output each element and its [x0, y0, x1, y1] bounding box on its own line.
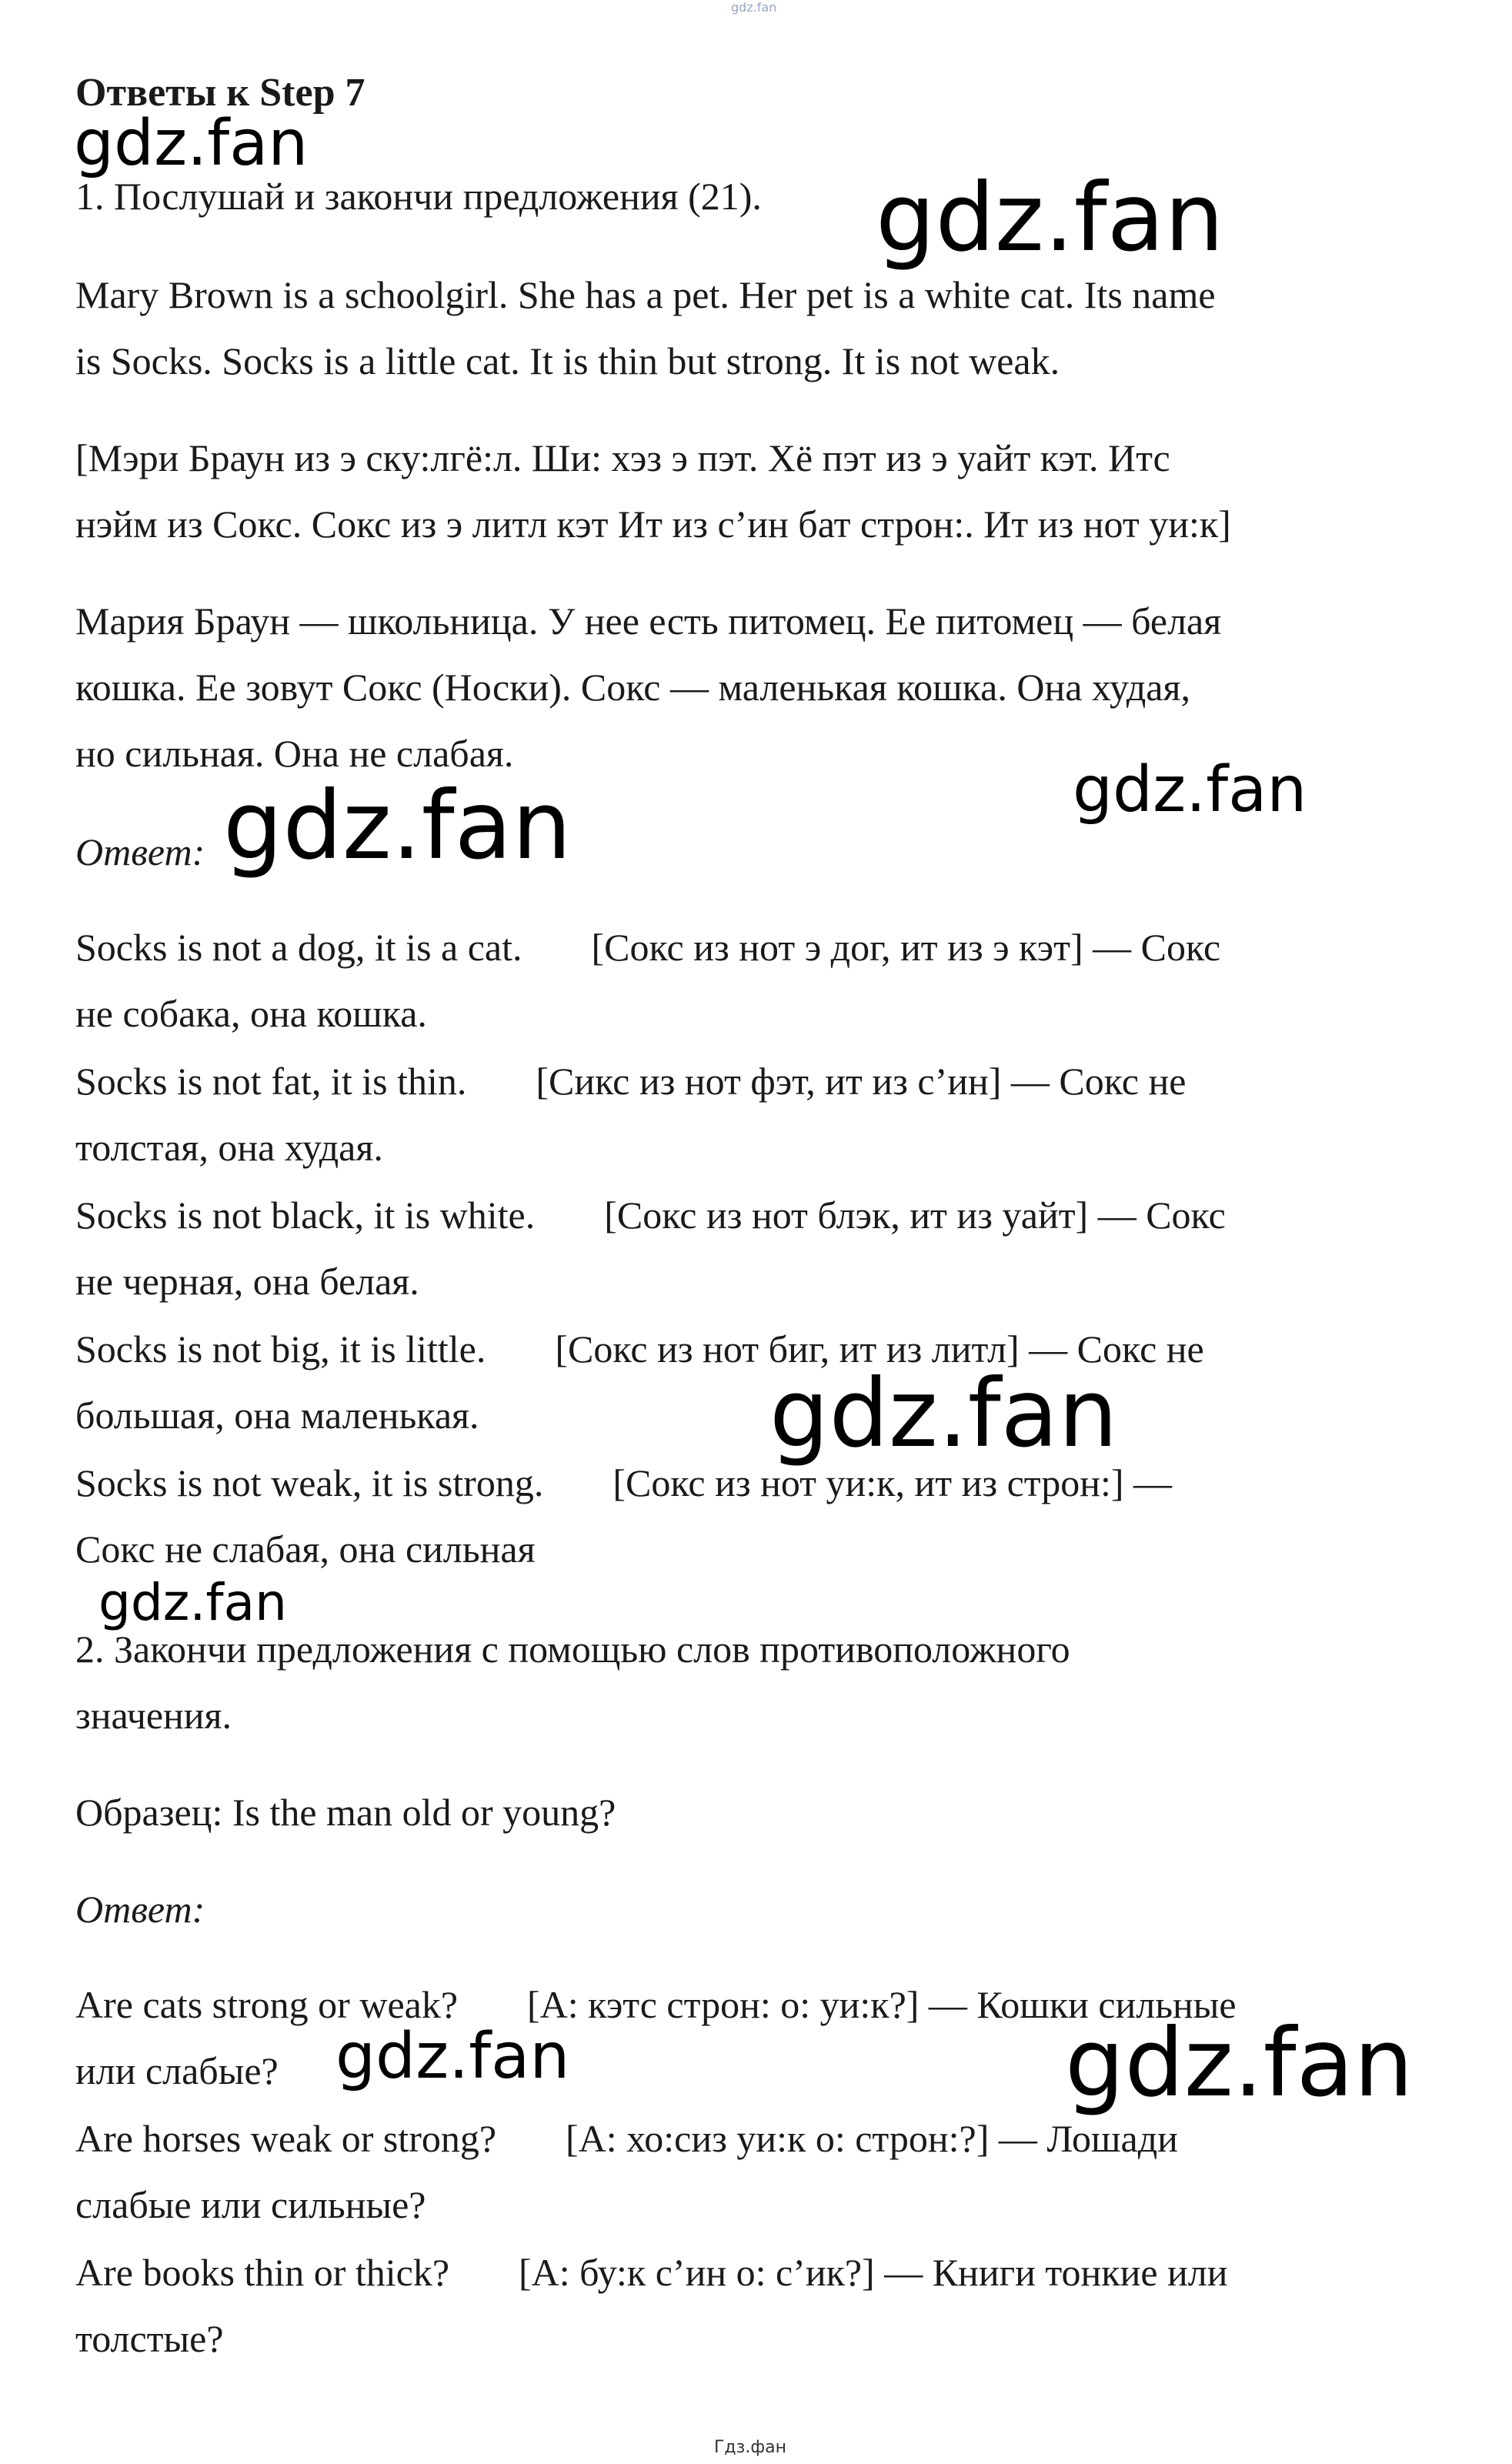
task2-answer-2-line2: слабые или сильные?: [75, 2183, 426, 2226]
task1-answer-3-line1: [75, 1182, 1226, 1248]
task2-answer-3-line1: [75, 2239, 1228, 2305]
answer-transcription: [А: хо:сиз уи:к о: строн:?] — Лошади: [566, 2117, 1178, 2160]
task1-answer-2-line2: толстая, она худая.: [75, 1126, 383, 1169]
task1-answer-label: Ответ:: [75, 830, 205, 873]
task1-answer-1-line1: [75, 914, 1220, 980]
task1-heading: 1. Послушай и закончи предложения (21).: [75, 175, 762, 218]
watermark: gdz.fan: [1065, 2008, 1414, 2118]
task2-heading-line1: 2. Закончи предложения с помощью слов противоположного: [75, 1628, 1070, 1671]
task2-example: Образец: Is the man old or young?: [75, 1791, 616, 1834]
answer-en: Socks is not fat, it is thin.: [75, 1060, 467, 1103]
answer-en: Socks is not a dog, it is a cat.: [75, 926, 522, 969]
watermark: gdz.fan: [98, 1573, 287, 1632]
task1-answer-1-line2: не собака, она кошка.: [75, 992, 427, 1035]
task2-answer-1-line1: [75, 1972, 1237, 2038]
watermark: gdz.fan: [1073, 753, 1307, 826]
answer-en: Socks is not black, it is white.: [75, 1194, 536, 1237]
task1-text-en-line1: Mary Brown is a schoolgirl. She has a pet. Her pet is a white cat. Its name: [75, 273, 1216, 316]
answer-transcription: [Сикс из нот фэт, ит из с’ин] — Сокс не: [536, 1060, 1187, 1103]
answer-en: Are books thin or thick?: [75, 2251, 450, 2294]
task1-answer-5-line2: Сокс не слабая, она сильная: [75, 1527, 536, 1571]
watermark: gdz.fan: [876, 163, 1224, 272]
answer-transcription: [Сокс из нот э дог, ит из э кэт] — Сокс: [591, 926, 1221, 969]
watermark: gdz.fan: [223, 771, 572, 880]
answer-transcription: [Сокс из нот биг, ит из литл] — Сокс не: [555, 1327, 1204, 1371]
task2-answer-2-line1: [75, 2105, 1178, 2172]
watermark: gdz.fan: [335, 2020, 570, 2093]
task1-translation-line3: но сильная. Она не слабая.: [75, 732, 514, 775]
watermark: gdz.fan: [74, 107, 309, 180]
task1-answer-3-line2: не черная, она белая.: [75, 1260, 419, 1303]
task1-text-en-line2: is Socks. Socks is a little cat. It is thin but strong. It is not weak.: [75, 339, 1060, 382]
task1-answer-2-line1: [75, 1048, 1186, 1114]
answer-transcription: [А: кэтс строн: о: уи:к?] — Кошки сильные: [527, 1983, 1237, 2026]
page-title: Ответы к Step 7: [75, 71, 365, 115]
task2-answer-1-line2: или слабые?: [75, 2049, 279, 2092]
task2-answer-label: Ответ:: [75, 1888, 205, 1931]
answer-transcription: [Сокс из нот уи:к, ит из строн:] —: [612, 1461, 1173, 1504]
watermark: gdz.fan: [769, 1359, 1118, 1468]
answer-en: Socks is not weak, it is strong.: [75, 1461, 544, 1504]
header-watermark: gdz.fan: [731, 0, 777, 15]
answer-en: Socks is not big, it is little.: [75, 1327, 486, 1371]
answer-transcription: [А: бу:к с’ин о: с’ик?] — Книги тонкие или: [519, 2251, 1228, 2294]
answer-en: Are cats strong or weak?: [75, 1983, 459, 2026]
task1-transcription-line2: нэйм из Сокс. Сокс из э литл кэт Ит из с’ин бат строн:. Ит из нот уи:к]: [75, 502, 1231, 546]
task2-answer-3-line2: толстые?: [75, 2317, 224, 2360]
page-footer: Гдз.фан: [714, 2438, 786, 2457]
task1-transcription-line1: [Мэри Браун из э ску:лгё:л. Ши: хэз э пэт. Хё пэт из э уайт кэт. Итс: [75, 436, 1170, 479]
task1-translation-line2: кошка. Ее зовут Сокс (Носки). Сокс — маленькая кошка. Она худая,: [75, 666, 1190, 709]
task1-translation-line1: Мария Браун — школьница. У нее есть питомец. Ее питомец — белая: [75, 599, 1222, 643]
task2-heading-line2: значения.: [75, 1694, 232, 1737]
answer-en: Are horses weak or strong?: [75, 2117, 497, 2160]
answer-transcription: [Сокс из нот блэк, ит из уайт] — Сокс: [604, 1194, 1226, 1237]
task1-answer-4-line2: большая, она маленькая.: [75, 1394, 479, 1437]
